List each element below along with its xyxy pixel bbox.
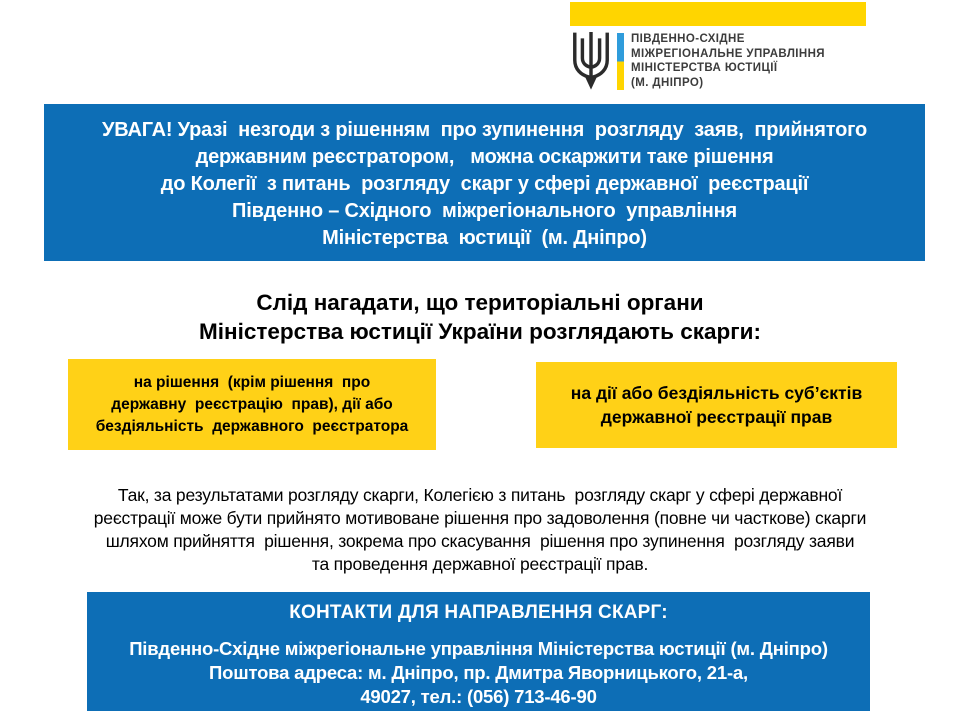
complaint-box-line: державної реєстрації прав	[600, 407, 833, 427]
paragraph-line: шляхом прийняття рішення, зокрема про скасування рішення про зупинення розгляду заяви	[105, 531, 855, 551]
contacts-line: 49027, тел.: (056) 713-46-90	[360, 686, 597, 707]
paragraph-line: реєстрації може бути прийнято мотивоване рішення про задоволення (повне чи часткове) скарги	[93, 508, 867, 528]
trident-icon	[570, 30, 612, 92]
heading-line: Міністерства юстиції України розглядають скарги:	[199, 319, 761, 344]
contacts-line: Поштова адреса: м. Дніпро, пр. Дмитра Яворницького, 21-а,	[209, 662, 748, 683]
org-name-line: ПІВДЕННО-СХІДНЕ	[631, 33, 745, 45]
banner-line: Міністерства юстиції (м. Дніпро)	[322, 227, 647, 249]
contacts-box	[87, 592, 870, 711]
complaint-box-line: державну реєстрацію прав), дії або	[111, 395, 393, 413]
ministry-logo	[570, 30, 825, 92]
banner-line: державним реєстратором, можна оскаржити таке рішення	[195, 146, 774, 168]
banner-line: до Колегії з питань розгляду скарг у сфері державної реєстрації	[160, 173, 809, 195]
complaint-box-subjects	[536, 362, 897, 448]
summary-paragraph	[20, 484, 940, 576]
paragraph-line: та проведення державної реєстрації прав.	[311, 554, 649, 574]
attention-banner	[44, 104, 925, 261]
top-yellow-bar	[570, 2, 866, 26]
org-name	[631, 32, 825, 90]
complaint-box-line: на дії або бездіяльність суб’єктів	[570, 383, 863, 403]
banner-line: УВАГА! Уразі незгоди з рішенням про зупинення розгляду заяв, прийнятого	[101, 119, 867, 141]
banner-line: Південно – Східного міжрегіонального управління	[232, 200, 737, 222]
contacts-title: КОНТАКТИ ДЛЯ НАПРАВЛЕННЯ СКАРГ:	[289, 602, 668, 623]
flag-stripe-icon	[617, 33, 624, 90]
complaint-box-registrar	[68, 359, 436, 450]
org-name-line: МІЖРЕГІОНАЛЬНЕ УПРАВЛІННЯ	[631, 47, 825, 60]
complaint-box-line: бездіяльність державного реєстратора	[95, 417, 409, 435]
heading-line: Слід нагадати, що територіальні органи	[256, 290, 704, 315]
org-name-line: (М. ДНІПРО)	[631, 76, 704, 89]
org-name-line: МІНІСТЕРСТВА ЮСТИЦІЇ	[631, 62, 778, 75]
section-heading	[0, 288, 960, 346]
complaint-box-line: на рішення (крім рішення про	[133, 373, 371, 391]
paragraph-line: Так, за результатами розгляду скарги, Колегією з питань розгляду скарг у сфері державної	[117, 485, 843, 505]
contacts-lines	[87, 637, 870, 709]
contacts-line: Південно-Східне міжрегіональне управління Міністерства юстиції (м. Дніпро)	[129, 638, 828, 659]
